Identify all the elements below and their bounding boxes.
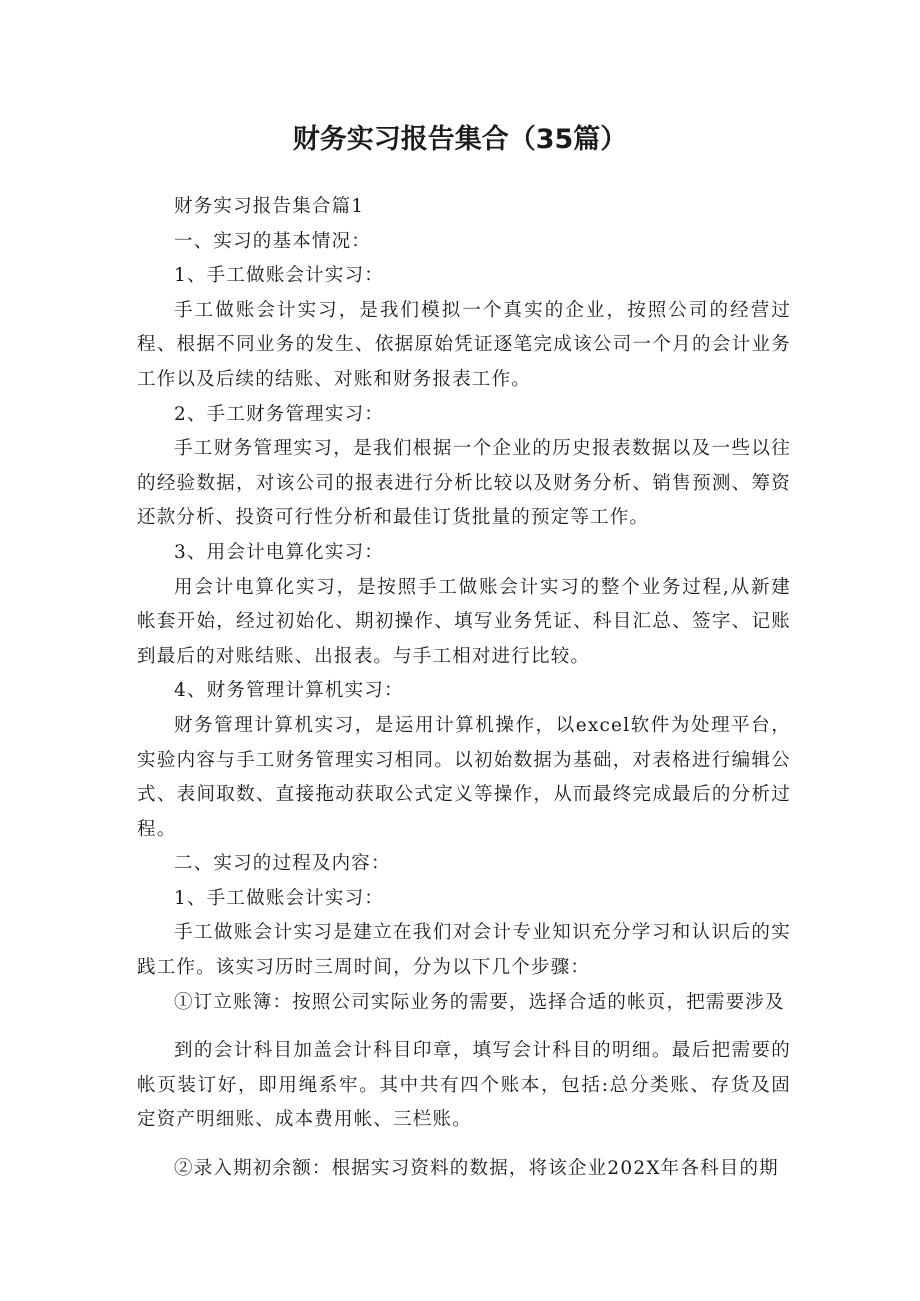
paragraph-step-2: ②录入期初余额：根据实习资料的数据，将该企业202X年各科目的期 [174,1158,779,1180]
paragraph-step-1-continued: 到的会计科目加盖会计科目印章，填写会计科目的明细。最后把需要的帐页装订好，即用绳系牢。其中共有四个账本，包括:总分类账、存货及固定资产明细账、成本费用帐、三栏账。 [137,1040,791,1131]
paragraph-step-1: ①订立账簿：按照公司实际业务的需要，选择合适的帐页，把需要涉及 [174,991,785,1013]
paragraph-manual-bookkeeping: 手工做账会计实习，是我们模拟一个真实的企业，按照公司的经营过程、根据不同业务的发生、依据原始凭证逐笔完成该公司一个月的会计业务工作以及后续的结账、对账和财务报表工作。 [137,299,791,390]
subheading-computerized-accounting: 3、用会计电算化实习： [174,541,384,563]
paragraph-practice-intro: 手工做账会计实习是建立在我们对会计专业知识充分学习和认识后的实践工作。该实习历时三周时间，分为以下几个步骤： [137,922,791,979]
paragraph-computerized-accounting: 用会计电算化实习，是按照手工做账会计实习的整个业务过程,从新建帐套开始，经过初始化、期初操作、填写业务凭证、科目汇总、签字、记账到最后的对账结账、出报表。与手工相对进行比较。 [137,576,791,667]
subheading-manual-bookkeeping-2: 1、手工做账会计实习： [174,887,384,909]
section-heading-part1: 财务实习报告集合篇1 [174,196,365,217]
document-body [137,190,791,1187]
paragraph-manual-finance-management: 手工财务管理实习，是我们根据一个企业的历史报表数据以及一些以往的经验数据，对该公司的报表进行分析比较以及财务分析、销售预测、筹资还款分析、投资可行性分析和最佳订货批量的预定等工作。 [137,438,791,529]
paragraph-computer-finance-management: 财务管理计算机实习，是运用计算机操作，以excel软件为处理平台，实验内容与手工财务管理实习相同。以初始数据为基础，对表格进行编辑公式、表间取数、直接拖动获取公式定义等操作，从而最终完成最后的分析过程。 [137,714,791,840]
section-heading-basic-situation: 一、实习的基本情况： [174,230,372,252]
subheading-computer-finance-management: 4、财务管理计算机实习： [174,680,404,702]
subheading-manual-finance-management: 2、手工财务管理实习： [174,403,384,425]
subheading-manual-bookkeeping: 1、手工做账会计实习： [174,265,384,287]
page-title: 财务实习报告集合（35篇） [292,124,628,155]
section-heading-process-content: 二、实习的过程及内容： [174,853,391,875]
